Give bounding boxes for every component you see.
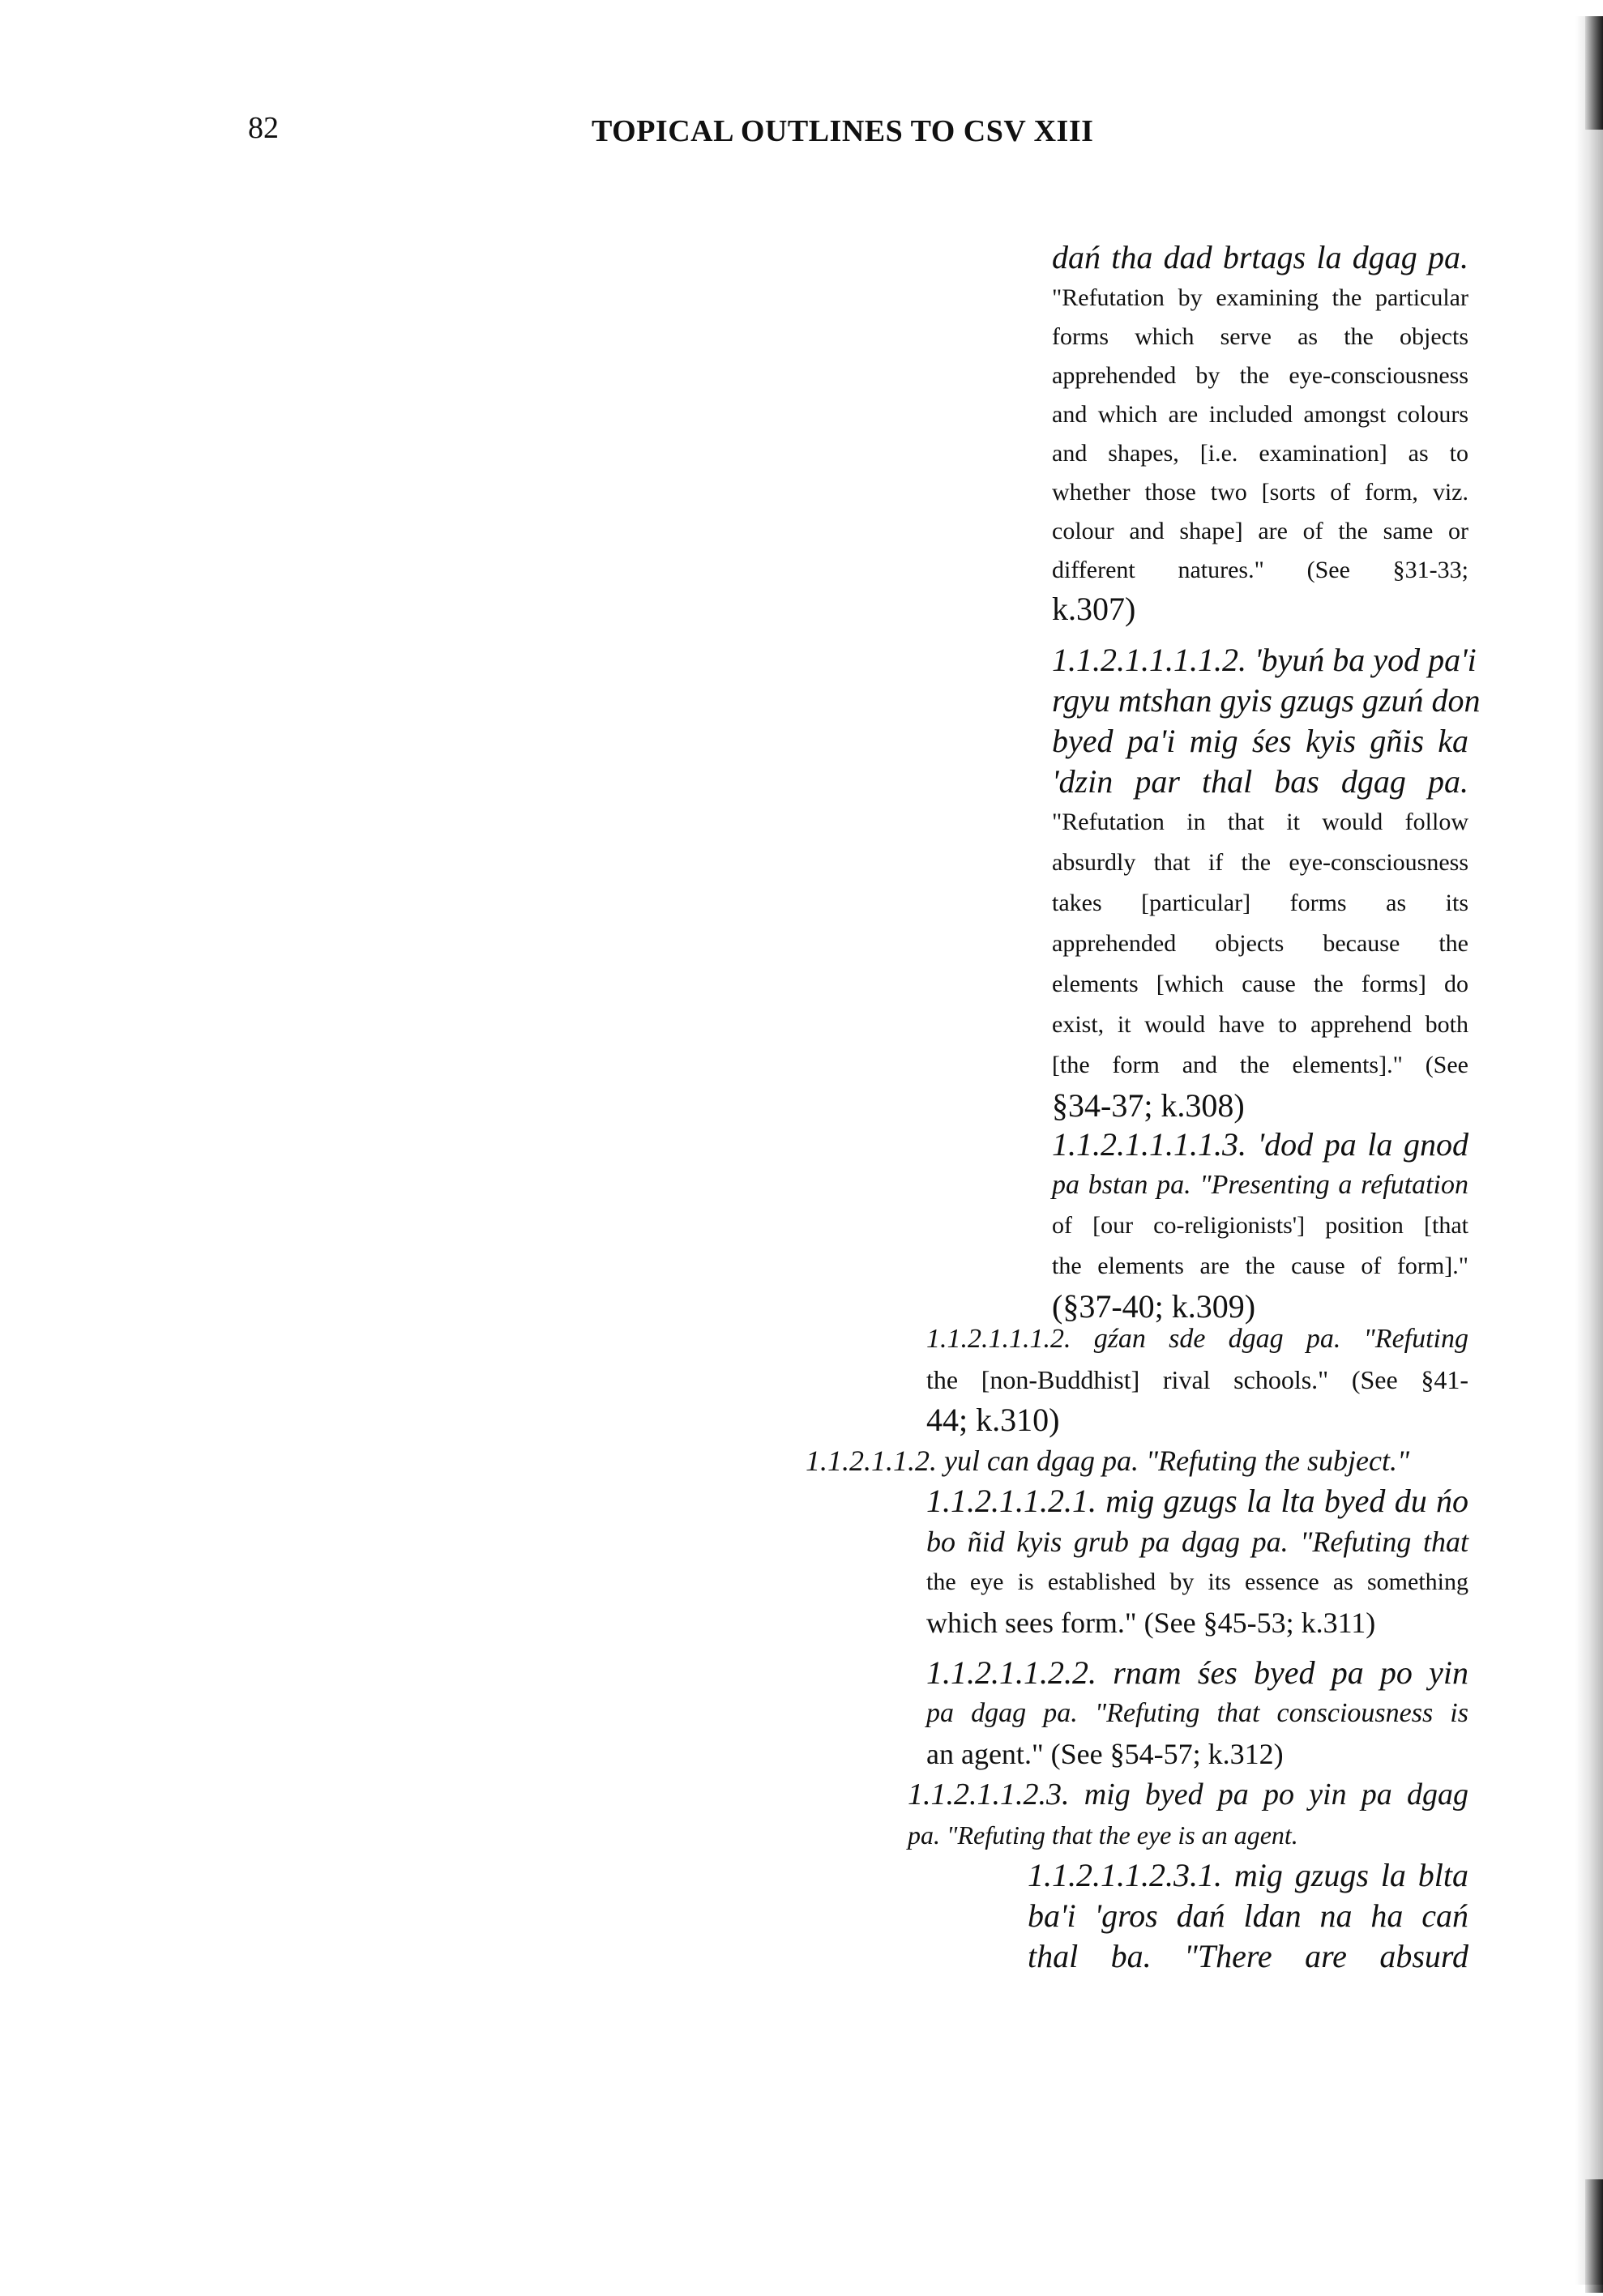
translation-line: colour and shape] are of the same or [1052,518,1468,544]
translation-line: the elements are the cause of form]." [1052,1253,1468,1279]
tibetan-title-line: pa. "Refuting that the eye is an agent. [908,1820,1298,1850]
reference-line: §34-37; k.308) [1052,1087,1245,1124]
tibetan-title-line: pa dgag pa. "Refuting that consciousness is [926,1698,1468,1728]
translation-line: absurdly that if the eye-consciousness [1052,849,1468,876]
tibetan-title-line: 'dzin par thal bas dgag pa. [1052,763,1468,800]
outline-entry-1-1-2-1-1-2 [806,1440,1468,1481]
outline-entry-1-1-2-1-1-1-2 [926,1319,1468,1440]
reference-line: k.307) [1052,591,1136,627]
translation-line: forms which serve as the objects [1052,323,1468,350]
entry-heading-line: 1.1.2.1.1.2. yul can dgag pa. "Refuting the subject." [806,1445,1410,1477]
translation-line: exist, it would have to apprehend both [1052,1011,1468,1038]
entry-heading-line: 1.1.2.1.1.2.3. mig byed pa po yin pa dgag [908,1777,1468,1812]
reference-line: which sees form." (See §45-53; k.311) [926,1607,1376,1639]
outline-entry-continuation [1052,237,1468,629]
outline-entry-1-1-2-1-1-2-3-1 [1028,1855,1468,1977]
translation-line: takes [particular] forms as its [1052,890,1468,916]
scan-edge-shadow-bottom [1585,2179,1603,2293]
translation-line: the [non-Buddhist] rival schools." (See §41- [926,1365,1468,1394]
tibetan-title-line: byed pa'i mig śes kyis gñis ka [1052,723,1468,759]
entry-heading-line: 1.1.2.1.1.1.1.2. 'byuń ba yod pa'i [1052,642,1477,678]
translation-line: different natures." (See §31-33; [1052,557,1468,583]
translation-line: the eye is established by its essence as something [926,1568,1468,1595]
entry-heading-line: 1.1.2.1.1.2.1. mig gzugs la lta byed du ńo [926,1483,1468,1519]
translation-line: and shapes, [i.e. examination] as to [1052,440,1468,467]
outline-entry-1-1-2-1-1-2-3 [908,1774,1468,1855]
tibetan-title-line: dań tha dad brtags la dgag pa. [1052,239,1468,275]
tibetan-title-line: ba'i 'gros dań ldan na ha cań [1028,1897,1468,1934]
translation-line: apprehended objects because the [1052,930,1468,957]
translation-line: apprehended by the eye-consciousness [1052,362,1468,389]
translation-line: and which are included amongst colours [1052,401,1468,428]
outline-entry-1-1-2-1-1-2-1 [926,1481,1468,1643]
reference-line: (§37-40; k.309) [1052,1288,1256,1325]
translation-line: whether those two [sorts of form, viz. [1052,479,1468,506]
outline-entry-1-1-2-1-1-1-1-2 [1052,640,1481,1126]
translation-line: [the form and the elements]." (See [1052,1052,1468,1078]
reference-line: 44; k.310) [926,1402,1060,1438]
translation-line: "Refutation in that it would follow [1052,809,1468,835]
entry-heading-line: 1.1.2.1.1.2.3.1. mig gzugs la blta [1028,1857,1468,1893]
outline-entry-1-1-2-1-1-2-2 [926,1653,1468,1774]
running-head: TOPICAL OUTLINES TO CSV XIII [592,114,1094,148]
tibetan-title-line: thal ba. "There are absurd [1028,1938,1468,1974]
scan-edge-shadow [1575,16,1603,2285]
outline-entry-1-1-2-1-1-1-1-3 [1052,1125,1468,1327]
translation-line: of [our co-religionists'] position [that [1052,1212,1468,1239]
translation-line: "Refutation by examining the particular [1052,284,1468,311]
reference-line: an agent." (See §54-57; k.312) [926,1738,1284,1770]
entry-heading-line: 1.1.2.1.1.1.1.3. 'dod pa la gnod [1052,1126,1468,1163]
tibetan-title-line: pa bstan pa. "Presenting a refutation [1052,1170,1468,1200]
entry-heading-line: 1.1.2.1.1.1.2. gźan sde dgag pa. "Refuting [926,1324,1468,1354]
page-number: 82 [248,111,279,145]
scan-edge-shadow-top [1585,16,1603,130]
entry-heading-line: 1.1.2.1.1.2.2. rnam śes byed pa po yin [926,1654,1468,1691]
tibetan-title-line: bo ñid kyis grub pa dgag pa. "Refuting that [926,1526,1468,1558]
translation-line: elements [which cause the forms] do [1052,971,1468,997]
tibetan-title-line: rgyu mtshan gyis gzugs gzuń don [1052,682,1481,719]
